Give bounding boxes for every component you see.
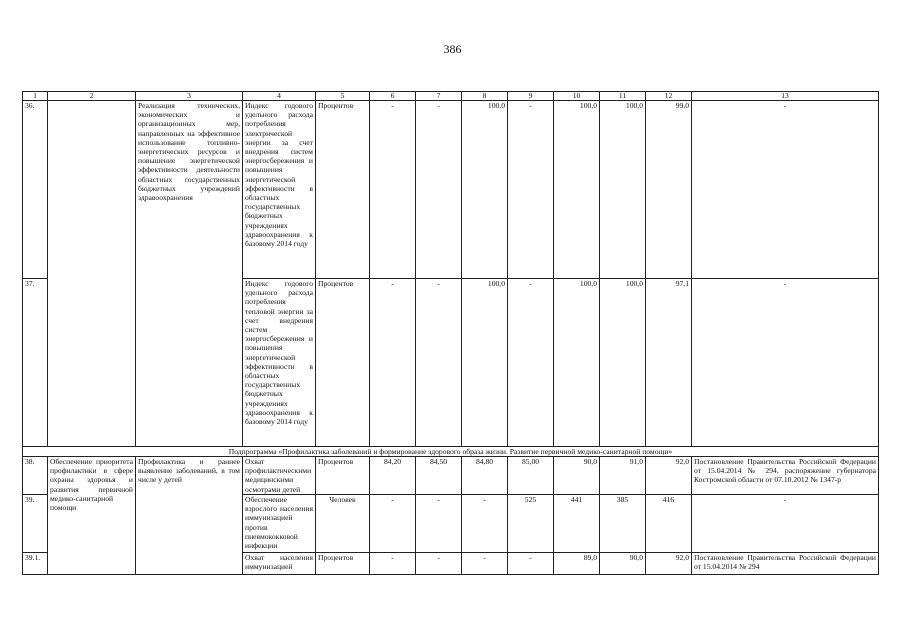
unit-cell: Процентов [316, 553, 370, 575]
value-cell: 100,0 [554, 101, 600, 279]
task-cell: Профилактика и раннее выявление заболеваний, в том числе у детей [136, 457, 243, 575]
unit-cell: Процентов [316, 457, 370, 495]
basis-cell: Постановление Правительства Российской Федерации от 15.04.2014 № 294, распоряжение губернатора Костромской области от 07.10.2012 № 1347-р [692, 457, 879, 495]
task-cell: Реализация технических, экономических и организационных мер, направленных на эффективное использование топливно-энергетических ресурсов и повышение энергетической эффективности деятельности областных государственных бюджетных учреждений здравоохранения [136, 101, 243, 447]
value-cell: - [462, 495, 508, 553]
value-cell: 100,0 [600, 279, 646, 447]
value-cell: 91,0 [600, 457, 646, 495]
header-cell: 13 [692, 92, 879, 101]
value-cell: 525 [508, 495, 554, 553]
value-cell: 100,0 [462, 101, 508, 279]
header-cell: 3 [136, 92, 243, 101]
value-cell: 100,0 [600, 101, 646, 279]
unit-cell: Человек [316, 495, 370, 553]
header-cell: 8 [462, 92, 508, 101]
row-number: 39. [23, 495, 48, 553]
value-cell: - [370, 553, 416, 575]
row-number: 37. [23, 279, 48, 447]
basis-cell: - [692, 495, 879, 553]
value-cell: 441 [554, 495, 600, 553]
value-cell: 85,00 [508, 457, 554, 495]
header-cell: 4 [243, 92, 316, 101]
row-number: 36. [23, 101, 48, 279]
table-row [23, 101, 879, 279]
value-cell: 92,0 [646, 553, 692, 575]
value-cell: 90,0 [600, 553, 646, 575]
value-cell: 90,0 [554, 457, 600, 495]
indicator-cell: Обеспечение взрослого населения иммунизацией против пневмококковой инфекции [243, 495, 316, 553]
value-cell: - [370, 279, 416, 447]
value-cell: - [462, 553, 508, 575]
value-cell: - [370, 101, 416, 279]
subprogram-row [23, 447, 879, 457]
value-cell: 84,20 [370, 457, 416, 495]
row-number: 38. [23, 457, 48, 495]
value-cell: - [508, 279, 554, 447]
header-cell: 9 [508, 92, 554, 101]
value-cell: 99,0 [646, 101, 692, 279]
value-cell: - [416, 553, 462, 575]
header-cell: 11 [600, 92, 646, 101]
subprogram-title: Подпрограмма «Профилактика заболеваний и формирование здорового образа жизни. Развитие первичной медико-санитарной помощи» [23, 447, 879, 457]
value-cell: - [416, 279, 462, 447]
value-cell: 100,0 [554, 279, 600, 447]
value-cell: - [508, 553, 554, 575]
header-row [23, 92, 879, 101]
value-cell: 84,80 [462, 457, 508, 495]
indicator-cell: Индекс годового удельного расхода потребления электрической энергии за счет внедрения систем энергосбережения и повышения энергетической эффективности в областных государственных бюджетных учреждениях здравоохранения к базовому 2014 году [243, 101, 316, 279]
indicator-cell: Индекс годового удельного расхода потребления тепловой энергии за счет внедрения систем энергосбережения и повышения энергетической эффективности в областных государственных бюджетных учреждениях здравоохранения к базовому 2014 году [243, 279, 316, 447]
table-row [23, 457, 879, 495]
value-cell: 97,1 [646, 279, 692, 447]
indicator-cell: Охват населения иммунизацией [243, 553, 316, 575]
unit-cell: Процентов [316, 101, 370, 279]
value-cell: - [416, 495, 462, 553]
header-cell: 2 [48, 92, 136, 101]
indicators-table [22, 91, 879, 575]
goal-cell [48, 101, 136, 447]
header-cell: 6 [370, 92, 416, 101]
value-cell: 84,50 [416, 457, 462, 495]
basis-cell: - [692, 101, 879, 279]
value-cell: - [416, 101, 462, 279]
basis-cell: Постановление Правительства Российской Федерации от 15.04.2014 № 294 [692, 553, 879, 575]
value-cell: 385 [600, 495, 646, 553]
value-cell: 416 [646, 495, 692, 553]
row-number: 39.1. [23, 553, 48, 575]
header-cell: 10 [554, 92, 600, 101]
header-cell: 12 [646, 92, 692, 101]
value-cell: 89,0 [554, 553, 600, 575]
goal-cell: Обеспечение приоритета профилактики в сфере охраны здоровья и развития первичной медико-санитарной помощи [48, 457, 136, 575]
value-cell: - [508, 101, 554, 279]
value-cell: 92,0 [646, 457, 692, 495]
header-cell: 1 [23, 92, 48, 101]
value-cell: 100,0 [462, 279, 508, 447]
header-cell: 5 [316, 92, 370, 101]
indicator-cell: Охват профилактическими медицинскими осмотрами детей [243, 457, 316, 495]
header-cell: 7 [416, 92, 462, 101]
unit-cell: Процентов [316, 279, 370, 447]
basis-cell: - [692, 279, 879, 447]
page-number: 386 [443, 42, 462, 56]
value-cell: - [370, 495, 416, 553]
